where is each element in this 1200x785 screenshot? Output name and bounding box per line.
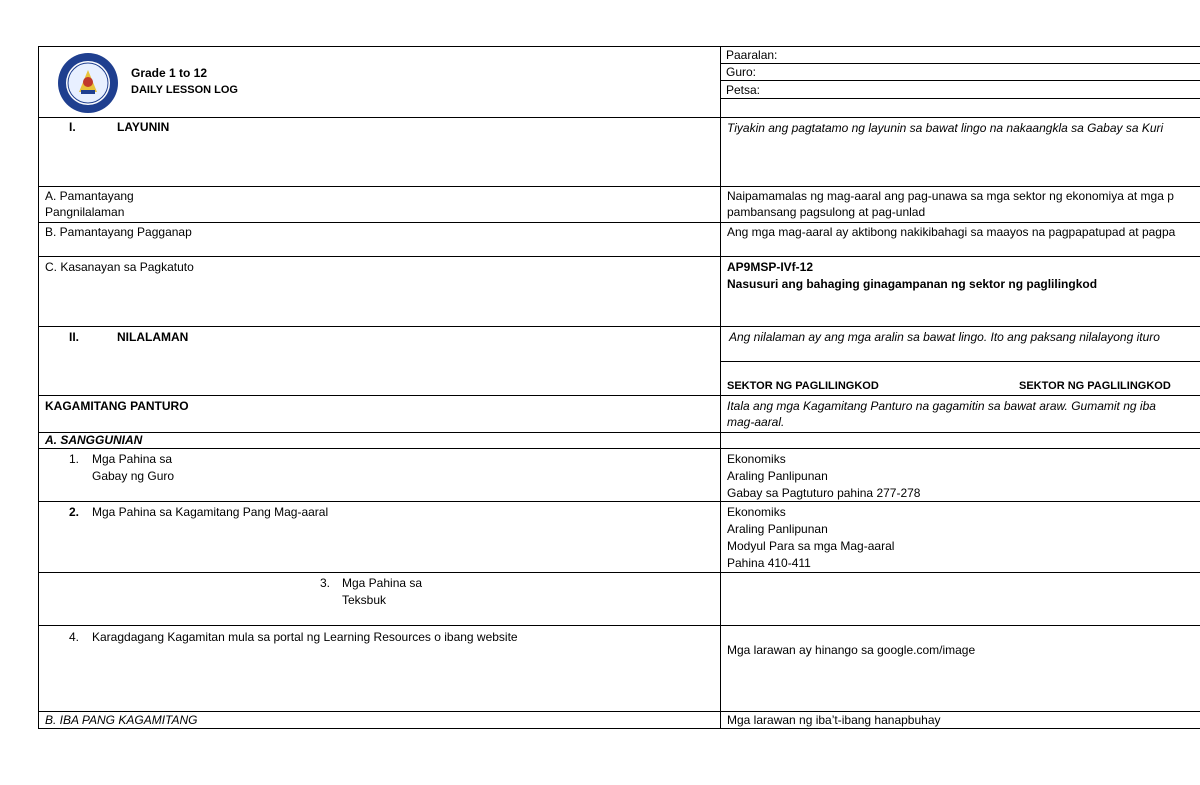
header-left-cell [38,46,721,117]
item-1-num: 1. [69,452,80,466]
pangnilalaman-text-1: Naipamamalas ng mag-aaral ang pag-unawa sa mga sektor ng ekonomiya at mga p [727,189,1174,203]
kasanayan-text: Nasusuri ang bahaging ginagampanan ng sektor ng paglilingkod [727,277,1098,291]
pamantayang-pangnilalaman-row [38,186,1200,223]
kasanayan-code: AP9MSP-IVf-12 [727,260,814,274]
item-3-num: 3. [320,576,331,590]
item-4-num: 4. [69,630,80,644]
nilalaman-num: II. [69,330,80,344]
pangnilalaman-label-2: Pangnilalaman [45,205,125,219]
kagamitang-panturo-text-2: mag-aaral. [727,415,785,429]
sanggunian-row [38,432,1200,449]
paaralan-field: Paaralan: [721,46,1200,64]
iba-pang-text: Mga larawan ng iba’t-ibang hanapbuhay [727,713,941,727]
kagamitang-panturo-text-1: Itala ang mga Kagamitang Panturo na gagamitin sa bawat araw. Gumamit ng iba [727,399,1156,413]
kasanayan-label: C. Kasanayan sa Pagkatuto [45,260,194,274]
pagganap-label: B. Pamantayang Pagganap [45,225,192,239]
nilalaman-row [38,326,1200,396]
kasanayan-row [38,256,1200,327]
pamantayang-pagganap-row [38,222,1200,257]
item-2-row [38,501,1200,573]
layunin-row [38,117,1200,187]
item-4-text: Mga larawan ay hinango sa google.com/image [727,643,976,657]
kagamitang-panturo-label: KAGAMITANG PANTURO [45,399,189,413]
item-2-value-1: Ekonomiks [727,505,786,519]
header-row [38,46,1200,118]
kagamitang-panturo-row [38,395,1200,433]
item-4-row [38,625,1200,712]
guro-field: Guro: [721,63,1200,81]
pangnilalaman-text-2: pambansang pagsulong at pag-unlad [727,205,926,219]
grade-label: Grade 1 to 12 [131,66,208,80]
header-right-cell [721,46,1200,117]
layunin-text: Tiyakin ang pagtatamo ng layunin sa bawat lingo na nakaangkla sa Gabay sa Kuri [727,121,1164,135]
item-3-label-2: Teksbuk [342,593,387,607]
topic-1: SEKTOR NG PAGLILINGKOD [727,380,879,392]
item-4-label: Karagdagang Kagamitan mula sa portal ng Learning Resources o ibang website [92,630,518,644]
nilalaman-text: Ang nilalaman ay ang mga aralin sa bawat lingo. Ito ang paksang nilalayong ituro [729,330,1160,344]
iba-pang-kagamitang-row [38,711,1200,729]
iba-pang-label: B. IBA PANG KAGAMITANG [45,713,198,727]
item-2-num: 2. [69,505,80,519]
item-2-value-3: Modyul Para sa mga Mag-aaral [727,539,895,553]
item-1-row [38,448,1200,502]
item-1-value-2: Araling Panlipunan [727,469,828,483]
item-1-value-3: Gabay sa Pagtuturo pahina 277-278 [727,486,921,500]
item-3-row [38,572,1200,626]
nilalaman-label: NILALAMAN [117,330,189,344]
topic-2: SEKTOR NG PAGLILINGKOD [1019,380,1171,392]
item-3-label-1: Mga Pahina sa [342,576,423,590]
deped-seal-logo [57,52,119,114]
sanggunian-label: A. SANGGUNIAN [45,433,143,447]
item-1-label-2: Gabay ng Guro [92,469,175,483]
item-2-label: Mga Pahina sa Kagamitang Pang Mag-aaral [92,505,329,519]
pangnilalaman-label-1: A. Pamantayang [45,189,134,203]
item-1-value-1: Ekonomiks [727,452,786,466]
item-2-value-4: Pahina 410-411 [727,556,811,570]
item-1-label-1: Mga Pahina sa [92,452,173,466]
document-title: DAILY LESSON LOG [131,84,238,96]
layunin-label: LAYUNIN [117,120,170,134]
layunin-num: I. [69,120,76,134]
item-2-value-2: Araling Panlipunan [727,522,828,536]
pagganap-text: Ang mga mag-aaral ay aktibong nakikibahagi sa maayos na pagpapatupad at pagpa [727,225,1176,239]
petsa-field: Petsa: [721,80,1200,99]
